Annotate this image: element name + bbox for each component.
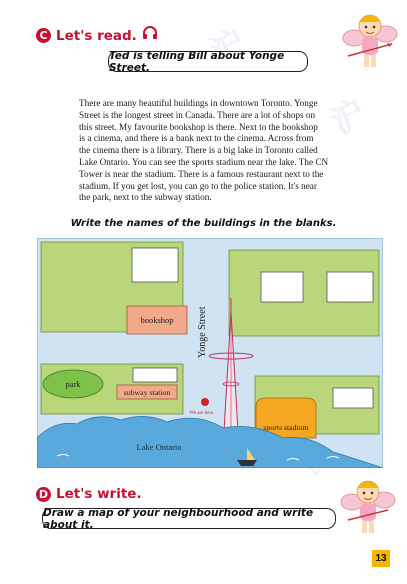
blank-building-box	[132, 248, 178, 282]
instruction-text: Write the names of the buildings in the blanks.	[70, 218, 337, 229]
section-d-banner: Draw a map of your neighbourhood and write about it.	[42, 508, 336, 529]
lake-label: Lake Ontario	[136, 442, 182, 452]
bookshop-label: bookshop	[140, 315, 174, 325]
you-are-here-marker	[201, 398, 209, 406]
blank-building-box	[333, 388, 373, 408]
blank-building-box	[133, 368, 177, 382]
neighbourhood-map	[37, 238, 383, 473]
blank-building-box	[261, 272, 303, 302]
map-svg	[37, 238, 383, 468]
passage-line: stadium. If you get lost, you can go to the police station. It's near	[79, 180, 317, 191]
passage-line: the cinema there is a library. There is a big lake in Toronto called	[79, 145, 318, 156]
cupid-illustration	[338, 472, 398, 547]
page-number: 13	[372, 550, 390, 567]
passage-line: is a cinema, and there is a bank next to the cinema. Across from	[79, 133, 314, 144]
headphones-icon	[142, 26, 158, 45]
cupid-illustration	[340, 4, 400, 81]
blank-building-box	[327, 272, 373, 302]
passage-line: the park, next to the subway station.	[79, 192, 212, 203]
sports-stadium-label: sports stadium	[263, 423, 309, 432]
section-title: Let's write.	[56, 486, 142, 502]
passage-line: Lake Ontario. You can see the sports stadium near the lake. The CN	[79, 156, 329, 167]
watermark: 沪	[324, 91, 374, 144]
section-letter-badge: D	[36, 487, 51, 502]
section-d-header	[36, 486, 142, 502]
section-letter-badge: C	[36, 28, 51, 43]
yonge-street-label: Yonge Street	[197, 306, 208, 358]
we-are-here-label: We are here.	[189, 411, 215, 416]
park-label: park	[65, 379, 81, 389]
passage-line: Tower is near the stadium. There is a famous restaurant next to the	[79, 168, 324, 179]
section-title: Let's read.	[56, 27, 137, 44]
section-c-banner: Ted is telling Bill about Yonge Street.	[108, 51, 308, 72]
passage-line: There are many beautiful buildings in downtown Toronto. Yonge	[79, 98, 318, 108]
passage-line: Street is the longest street in Canada. There are a lot of shops on	[79, 109, 316, 120]
reading-passage	[79, 98, 377, 204]
section-c-header	[36, 26, 158, 45]
watermark: 沪	[204, 21, 254, 74]
passage-line: this street. My favourite bookshop is there. Next to the bookshop	[79, 121, 318, 132]
subway-station-label: subway station	[123, 388, 171, 397]
